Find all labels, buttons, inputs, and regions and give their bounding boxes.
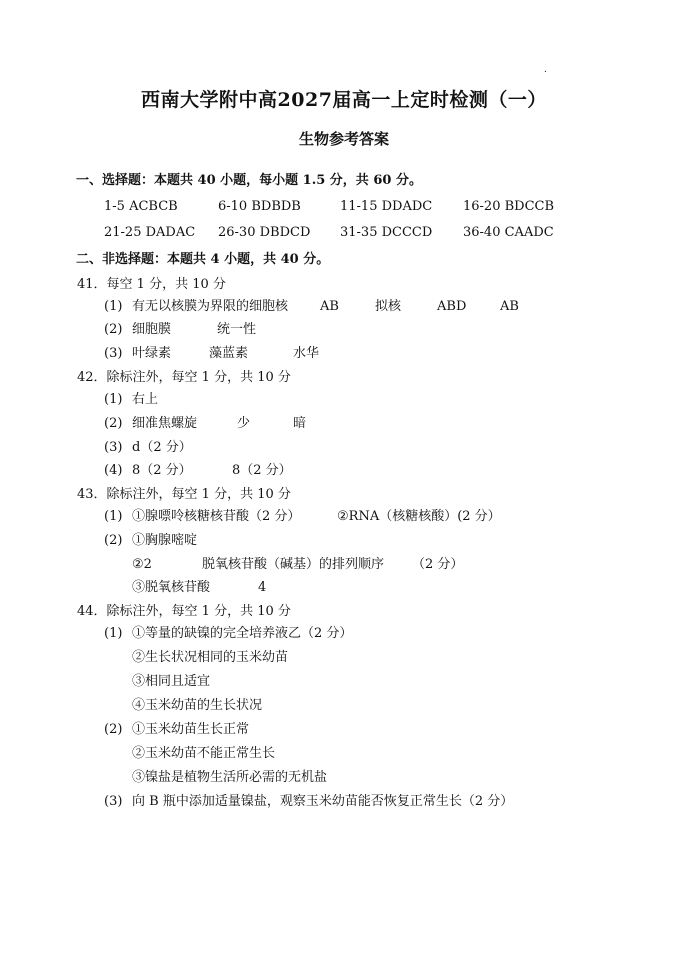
question-44-stem: 44．除标注外，每空 1 分，共 10 分 (77, 604, 291, 619)
mc-answer-group: 1-5 ACBCB (104, 199, 178, 214)
q43-part-1-answer: ①腺嘌呤核糖核苷酸（2 分） (132, 509, 301, 524)
q44-part-2-answer: ②玉米幼苗不能正常生长 (132, 746, 276, 761)
q44-part-3-number: (3) (104, 794, 123, 809)
q41-part-3-answer: 叶绿素 (132, 346, 172, 361)
q44-part-2-answer: ①玉米幼苗生长正常 (132, 722, 250, 737)
q42-part-2-answer: 少 (237, 416, 251, 431)
q41-part-1-answer: 拟核 (375, 299, 402, 314)
q43-part-2-answer: ①胸腺嘧啶 (132, 533, 198, 548)
mc-answer-group: 31-35 DCCCD (340, 225, 433, 240)
q42-part-1-number: (1) (104, 392, 123, 407)
q44-part-2-answer: ③镍盐是植物生活所必需的无机盐 (132, 770, 328, 785)
question-42-stem: 42．除标注外，每空 1 分，共 10 分 (77, 370, 291, 385)
q44-part-1-answer: ④玉米幼苗的生长状况 (132, 698, 263, 713)
q42-part-4-answer: 8（2 分） (132, 463, 192, 478)
q43-part-2-number: (2) (104, 533, 123, 548)
page-title: 西南大学附中高2027届高一上定时检测（一） (141, 89, 547, 111)
q43-part-2-answer: 4 (258, 580, 267, 595)
q41-part-2-answer: 细胞膜 (132, 322, 172, 337)
q41-part-3-answer: 水华 (293, 346, 320, 361)
q42-part-4-number: (4) (104, 463, 123, 478)
q42-part-3-number: (3) (104, 440, 123, 455)
q44-part-2-number: (2) (104, 722, 123, 737)
mc-answer-group: 16-20 BDCCB (463, 199, 555, 214)
q44-part-1-number: (1) (104, 626, 123, 641)
mc-answer-group: 21-25 DADAC (104, 225, 196, 240)
q42-part-4-answer: 8（2 分） (232, 463, 292, 478)
q43-part-2-answer: （2 分） (412, 557, 464, 572)
q41-part-3-number: (3) (104, 346, 123, 361)
q41-part-2-answer: 统一性 (217, 322, 257, 337)
q43-part-2-answer: ③脱氧核苷酸 (132, 580, 211, 595)
q41-part-1-answer: AB (320, 299, 339, 314)
q44-part-1-answer: ①等量的缺镍的完全培养液乙（2 分） (132, 626, 353, 641)
question-41-stem: 41．每空 1 分，共 10 分 (77, 277, 226, 292)
q43-part-1-number: (1) (104, 509, 123, 524)
mc-answer-group: 26-30 DBDCD (218, 225, 311, 240)
q41-part-1-answer: ABD (437, 299, 467, 314)
q42-part-3-answer: d（2 分） (132, 440, 192, 455)
corner-dot: . (544, 65, 547, 75)
mc-answer-group: 6-10 BDBDB (218, 199, 301, 214)
q41-part-1-number: (1) (104, 299, 123, 314)
q41-part-2-number: (2) (104, 322, 123, 337)
q41-part-1-answer: AB (500, 299, 519, 314)
mc-answer-group: 11-15 DDADC (340, 199, 433, 214)
q43-part-2-answer: 脱氧核苷酸（碱基）的排列顺序 (202, 557, 385, 572)
q41-part-1-answer: 有无以核膜为界限的细胞核 (132, 299, 289, 314)
q42-part-2-answer: 细准焦螺旋 (132, 416, 198, 431)
q42-part-2-number: (2) (104, 416, 123, 431)
question-43-stem: 43．除标注外，每空 1 分，共 10 分 (77, 487, 291, 502)
mc-answer-group: 36-40 CAADC (463, 225, 554, 240)
q44-part-3-answer: 向 B 瓶中添加适量镍盐，观察玉米幼苗能否恢复正常生长（2 分） (132, 794, 514, 809)
q43-part-2-answer: ②2 (132, 557, 152, 572)
q43-part-1-answer: ②RNA（核糖核酸）(2 分） (337, 509, 501, 524)
section-1-heading: 一、选择题：本题共 40 小题，每小题 1.5 分，共 60 分。 (76, 173, 422, 188)
q42-part-1-answer: 右上 (132, 392, 159, 407)
q44-part-1-answer: ③相同且适宜 (132, 674, 211, 689)
q42-part-2-answer: 暗 (293, 416, 307, 431)
section-2-heading: 二、非选择题：本题共 4 小题，共 40 分。 (76, 252, 330, 267)
q41-part-3-answer: 藻蓝素 (209, 346, 249, 361)
page-subtitle: 生物参考答案 (298, 130, 389, 148)
q44-part-1-answer: ②生长状况相同的玉米幼苗 (132, 650, 289, 665)
